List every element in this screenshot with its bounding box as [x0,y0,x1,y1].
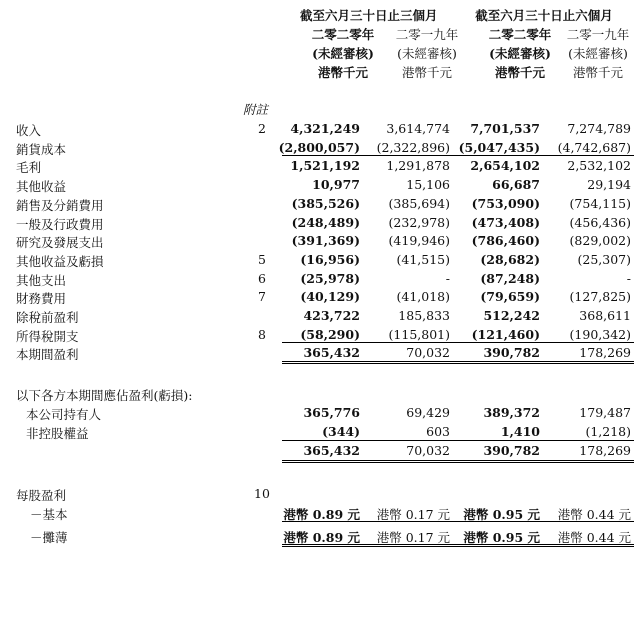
row-label: 其他收益 [16,179,67,195]
col1-audit: (未經審核) [312,46,374,61]
col4-year: 二零一九年 [566,27,630,42]
row-value: (754,115) [569,195,631,211]
attrib-total-value: 390,782 [483,443,540,458]
row-value: 4,321,249 [290,121,360,136]
eps-row-value: 港幣 0.89 元 [283,507,360,522]
col1-year: 二零二零年 [311,27,375,42]
rule-eps-2-top [282,544,634,545]
rule-subtotal-2 [282,342,634,343]
row-value: (2,800,057) [278,139,360,155]
col3-audit: (未經審核) [489,46,551,61]
row-value: (25,307) [577,251,631,267]
row-value: (829,002) [569,233,631,249]
attrib-row-label: 非控股權益 [26,425,89,441]
attrib-row-label: 本公司持有人 [26,407,102,422]
row-value: 2,532,102 [567,158,631,174]
rule-total-bottom [282,363,634,364]
row-label: 財務費用 [16,291,67,307]
row-value: 368,611 [579,308,631,323]
col4-unit: 港幣千元 [572,65,623,80]
col2-audit: (未經審核) [397,46,457,61]
row-note: 7 [258,289,266,305]
attrib-heading: 以下各方本期間應佔盈利(虧損): [16,388,193,403]
row-value: (4,742,687) [557,139,631,155]
row-label: 一般及行政費用 [16,216,104,232]
row-value: (232,978) [388,214,450,230]
row-value: 390,782 [483,345,540,361]
row-label: 除稅前盈利 [16,310,79,325]
row-value: (87,248) [480,270,540,286]
attrib-row-value: (344) [322,423,360,439]
row-value: (25,978) [300,270,360,286]
row-value: 7,274,789 [567,121,631,136]
row-value: (248,489) [291,214,360,230]
row-value: (58,290) [300,326,360,342]
row-label: 其他支出 [16,272,67,288]
row-value: (28,682) [480,251,540,267]
row-label: 其他收益及虧損 [16,253,104,269]
row-value: 66,687 [492,177,540,193]
attrib-row-value: 603 [426,423,450,439]
row-value: (115,801) [388,326,450,342]
row-value: (753,090) [471,195,540,211]
rule-subtotal-1 [282,155,634,156]
row-value: (473,408) [471,214,540,230]
rule-attrib-subtotal [282,440,634,441]
eps-row-value: 港幣 0.95 元 [463,507,540,522]
attrib-total-value: 178,269 [579,443,631,458]
row-label: 所得稅開支 [16,328,79,344]
rule-eps-2-bottom [282,546,634,547]
row-label: 銷售及分銷費用 [16,197,104,213]
note-header: 附註 [243,102,269,117]
attrib-row-value: 179,487 [579,405,631,420]
col3-year: 二零二零年 [488,27,552,42]
col2-unit: 港幣千元 [401,65,452,80]
attrib-row-value: 1,410 [500,423,540,439]
row-value: 178,269 [579,345,631,361]
row-value: (79,659) [480,289,540,305]
row-value: (786,460) [471,233,540,249]
row-value: 512,242 [483,308,540,323]
row-value: 185,833 [398,308,450,323]
row-value: 29,194 [587,177,631,193]
eps-row-label: －基本 [30,507,68,522]
eps-note: 10 [254,486,270,501]
eps-row-value: 港幣 0.17 元 [376,530,450,545]
row-value: 1,291,878 [386,158,450,174]
row-value: 7,701,537 [470,121,540,136]
attrib-row-value: 365,776 [303,405,360,420]
col3-unit: 港幣千元 [494,65,545,80]
attrib-total-value: 365,432 [303,443,360,458]
row-value: (5,047,435) [458,139,540,155]
row-value: 3,614,774 [386,121,450,136]
eps-row-value: 港幣 0.44 元 [557,507,631,522]
row-label: 本期間盈利 [16,347,79,363]
eps-label: 每股盈利 [16,488,67,503]
row-value: 1,521,192 [290,158,360,174]
rule-total-top [282,361,634,362]
row-value: 423,722 [303,308,360,323]
row-value: (2,322,896) [376,139,450,155]
row-value: 15,106 [406,177,450,193]
row-value: (391,369) [291,233,360,249]
row-note: 8 [258,326,266,342]
col-header-3m-period: 截至六月三十日止三個月 [300,8,438,23]
eps-row-value: 港幣 0.44 元 [557,530,631,545]
eps-row-label: －攤薄 [30,530,68,545]
row-value: - [445,270,450,286]
row-value: - [626,270,631,286]
row-value: (121,460) [471,326,540,342]
row-label: 收入 [16,123,42,138]
rule-attrib-total-bottom [282,462,634,463]
rule-eps-1 [282,521,634,522]
row-value: 70,032 [406,345,450,361]
row-value: 2,654,102 [470,158,540,174]
col2-year: 二零一九年 [395,27,459,42]
row-value: (456,436) [569,214,631,230]
row-value: (127,825) [569,289,631,305]
row-value: (419,946) [388,233,450,249]
row-note: 2 [258,121,266,136]
rule-attrib-total-top [282,460,634,461]
row-note: 6 [258,270,266,286]
row-value: (41,018) [396,289,450,305]
attrib-row-value: (1,218) [585,423,631,439]
col4-audit: (未經審核) [568,46,628,61]
row-value: (190,342) [569,326,631,342]
eps-row-value: 港幣 0.89 元 [283,530,360,545]
row-label: 研究及發展支出 [16,235,104,251]
eps-row-value: 港幣 0.95 元 [463,530,540,545]
eps-row-value: 港幣 0.17 元 [376,507,450,522]
col1-unit: 港幣千元 [317,65,368,80]
row-label: 銷貨成本 [16,141,67,157]
attrib-row-value: 69,429 [406,405,450,420]
row-value: (16,956) [300,251,360,267]
row-value: 10,977 [312,177,360,193]
row-label: 毛利 [16,160,42,176]
row-value: (41,515) [396,251,450,267]
row-value: (385,694) [388,195,450,211]
col-header-6m-period: 截至六月三十日止六個月 [475,8,613,23]
attrib-row-value: 389,372 [483,405,540,420]
row-note: 5 [258,251,266,267]
row-value: (40,129) [300,289,360,305]
row-value: 365,432 [303,345,360,361]
attrib-total-value: 70,032 [406,443,450,458]
row-value: (385,526) [291,195,360,211]
